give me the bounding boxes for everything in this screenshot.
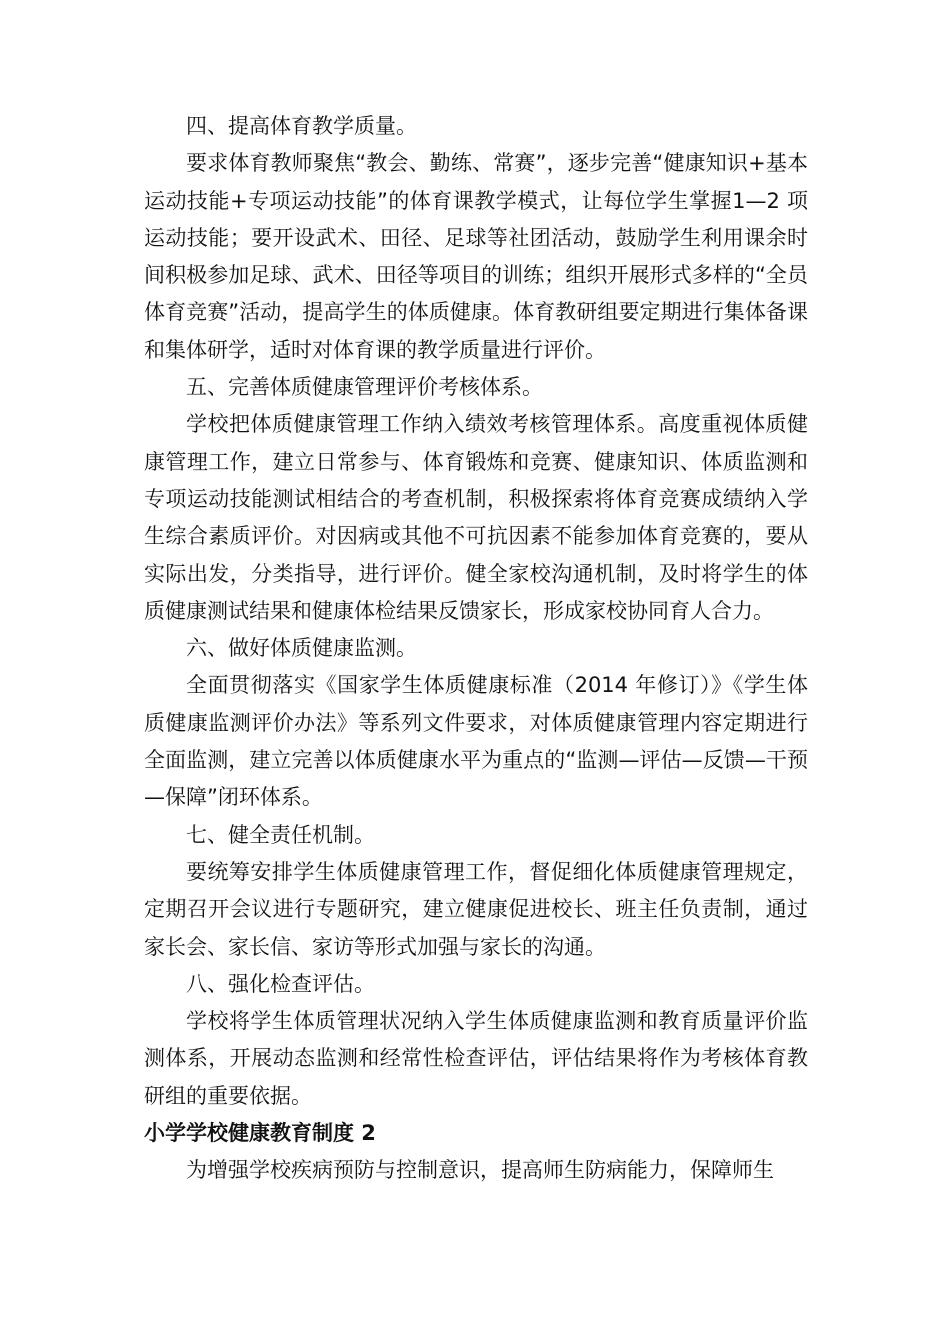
body-paragraph: 学校将学生体质管理状况纳入学生体质健康监测和教育质量评价监测体系，开展动态监测和经常性检查评估，评估结果将作为考核体育教研组的重要依据。 (144, 1009, 808, 1108)
section-heading-8: 八、强化检查评估。 (186, 971, 375, 996)
section-heading-7: 七、健全责任机制。 (186, 822, 375, 847)
body-paragraph: 为增强学校疾病预防与控制意识，提高师生防病能力，保障师生 (186, 1158, 774, 1183)
section-heading-5: 五、完善体质健康管理评价考核体系。 (186, 375, 543, 400)
body-paragraph: 全面贯彻落实《国家学生体质健康标准（2014 年修订）》《学生体质健康监测评价办法》等系列文件要求，对体质健康管理内容定期进行全面监测，建立完善以体质健康水平为重点的“监测—评估—反馈—干预—保障”闭环体系。 (144, 673, 808, 810)
document-subtitle: 小学学校健康教育制度 2 (144, 1121, 376, 1146)
body-paragraph: 要统筹安排学生体质健康管理工作，督促细化体质健康管理规定，定期召开会议进行专题研究，建立健康促进校长、班主任负责制，通过家长会、家长信、家访等形式加强与家长的沟通。 (144, 859, 808, 959)
section-heading-4: 四、提高体育教学质量。 (186, 114, 417, 138)
body-paragraph: 要求体育教师聚焦“教会、勤练、常赛”，逐步完善“健康知识+基本运动技能+专项运动技能”的体育课教学模式，让每位学生掌握1—2 项运动技能；要开设武术、田径、足球等社团活动，鼓励学生利用课余时间积极参加足球、武术、田径等项目的训练；组织开展形式多样的“全员体育竞赛”活动，提高学生的体质健康。体育教研组要定期进行集体备课和集体研学，适时对体育课的教学质量进行评价。 (144, 151, 808, 362)
section-heading-6: 六、做好体质健康监测。 (186, 636, 417, 661)
document-page (144, 108, 808, 1190)
body-paragraph: 学校把体质健康管理工作纳入绩效考核管理体系。高度重视体质健康管理工作，建立日常参与、体育锻炼和竞赛、健康知识、体质监测和专项运动技能测试相结合的考查机制，积极探索将体育竞赛成绩纳入学生综合素质评价。对因病或其他不可抗因素不能参加体育竞赛的，要从实际出发，分类指导，进行评价。健全家校沟通机制，及时将学生的体质健康测试结果和健康体检结果反馈家长，形成家校协同育人合力。 (144, 412, 808, 623)
